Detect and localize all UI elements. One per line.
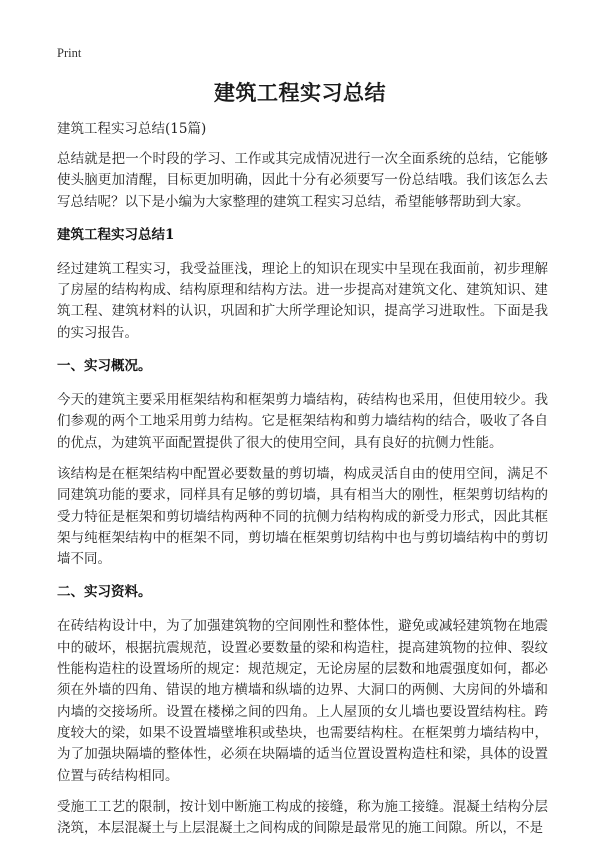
part2-heading: 二、实习资料。 <box>57 584 152 601</box>
document-body <box>57 119 548 849</box>
print-link[interactable]: Print <box>57 46 82 60</box>
part2-paragraph-1: 在砖结构设计中，为了加强建筑物的空间刚性和整体性，避免或减轻建筑物在地震中的破坏，根据抗震规范，设置必要数量的梁和构造柱，提高建筑物的拉伸、裂纹性能构造柱的设置场所的规定：规范规定，无论房屋的层数和地震强度如何，都必须在外墙的四角、错误的地方横墙和纵墙的边界、大洞口的两侧、大房间的外墙和内墙的交接场所。设置在楼梯之间的四角。上人屋顶的女儿墙也要设置结构柱。跨度较大的梁，如果不设置墙壁堆积或垫块，也需要结构柱。在框架剪力墙结构中，为了加强块隔墙的整体性，必须在块隔墙的适当位置设置构造柱和梁，具体的设置位置与砖结构相同。 <box>57 618 548 784</box>
part1-heading: 一、实习概况。 <box>57 358 152 375</box>
intro-paragraph: 总结就是把一个时段的学习、工作或其完成情况进行一次全面系统的总结，它能够使头脑更加清醒，目标更加明确，因此十分有必须要写一份总结哦。我们该怎么去写总结呢？以下是小编为大家整理的建筑工程实习总结，希望能够帮助到大家。 <box>57 151 548 210</box>
document-subtitle: 建筑工程实习总结(15篇) <box>57 121 207 137</box>
part2-paragraph-2: 受施工工艺的限制，按计划中断施工构成的接缝，称为施工接缝。混凝土结构分层浇筑，本层混凝土与上层混凝土之间构成的间隙是最常见的施工间隙。所以，不是 <box>57 798 548 837</box>
section-heading: 建筑工程实习总结1 <box>57 226 175 243</box>
section1-paragraph: 经过建筑工程实习，我受益匪浅，理论上的知识在现实中呈现在我面前，初步理解了房屋的结构构成、结构原理和结构方法。进一步提高对建筑文化、建筑知识、建筑工程、建筑材料的认识，巩固和扩大所学理论知识，提高学习进取性。下面是我的实习报告。 <box>57 260 548 341</box>
part1-paragraph-2: 该结构是在框架结构中配置必要数量的剪切墙，构成灵活自由的使用空间，满足不同建筑功能的要求，同样具有足够的剪切墙，具有相当大的刚性，框架剪切结构的受力特征是框架和剪切墙结构两种不同的抗侧力结构构成的新受力形式，因此其框架与纯框架结构中的框架不同，剪切墙在框架剪切结构中也与剪切墙结构中的剪切墙不同。 <box>57 465 548 568</box>
page-title: 建筑工程实习总结 <box>214 80 386 105</box>
part1-paragraph-1: 今天的建筑主要采用框架结构和框架剪力墙结构，砖结构也采用，但使用较少。我们参观的两个工地采用剪力结构。它是框架结构和剪力墙结构的结合，吸收了各自的优点，为建筑平面配置提供了很大的使用空间，具有良好的抗侧力性能。 <box>57 392 548 451</box>
